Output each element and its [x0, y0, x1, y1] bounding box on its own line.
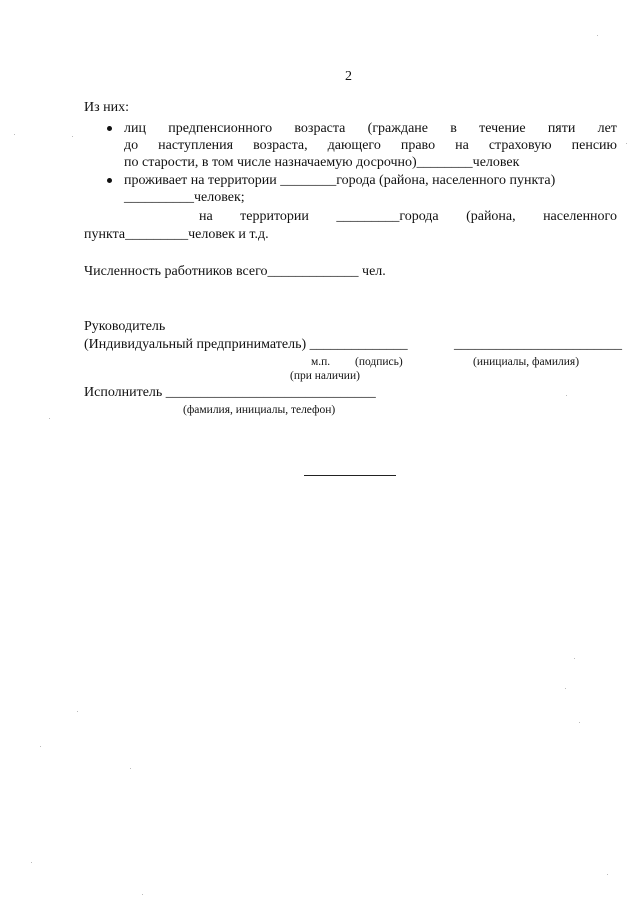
word: до — [124, 138, 139, 153]
scan-speck — [142, 894, 143, 895]
word: право — [400, 138, 436, 153]
entrepreneur-signature-line: (Индивидуальный предприниматель) ______________ — [84, 337, 408, 352]
word: в — [450, 121, 457, 136]
executor-line: Исполнитель ______________________________ — [84, 385, 376, 400]
signature-caption: (подпись) — [355, 356, 403, 368]
bullet2-line2: __________человек; — [124, 190, 245, 205]
bullet1-line3: по старости, в том числе назначаемую досрочно)________человек — [124, 155, 520, 170]
cont-line1 — [199, 208, 617, 225]
scan-speck — [77, 711, 78, 712]
bullet1-line2 — [124, 137, 617, 154]
scan-speck — [579, 722, 580, 723]
scan-speck — [597, 35, 598, 36]
word: возраста — [294, 121, 346, 136]
list-heading: Из них: — [84, 100, 130, 115]
bullet-dot — [107, 126, 112, 131]
stamp-mark-label: м.п. — [311, 356, 331, 368]
word: пяти — [547, 121, 576, 136]
word: страховую — [488, 138, 552, 153]
scan-speck — [565, 688, 566, 689]
word: территории — [240, 209, 309, 224]
word: лет — [597, 121, 617, 136]
scan-speck — [574, 658, 575, 659]
word: населенного — [543, 209, 617, 224]
word: возраста, — [253, 138, 308, 153]
scan-speck — [49, 418, 50, 419]
name-line: ________________________ — [454, 337, 622, 352]
scan-speck — [566, 395, 567, 396]
bullet2-line1: проживает на территории ________города (района, населенного пункта) — [124, 173, 556, 188]
head-label: Руководитель — [84, 319, 166, 334]
scan-speck — [607, 874, 608, 875]
word: пенсию — [571, 138, 617, 153]
if-available-caption: (при наличии) — [290, 370, 360, 382]
bullet1-line1 — [124, 120, 617, 137]
bullet-dot — [107, 178, 112, 183]
word: (района, — [466, 209, 516, 224]
word: течение — [479, 121, 526, 136]
scan-speck — [40, 746, 41, 747]
scan-speck — [14, 134, 15, 135]
scan-speck — [31, 862, 32, 863]
word: _________города — [336, 209, 439, 224]
word: (граждане — [367, 121, 428, 136]
word: на — [199, 209, 213, 224]
initials-caption: (инициалы, фамилия) — [473, 356, 580, 368]
cont-line2: пункта_________человек и т.д. — [84, 227, 269, 242]
workers-total-line: Численность работников всего_____________ чел. — [84, 264, 386, 279]
page-number: 2 — [345, 69, 352, 84]
scan-speck — [130, 768, 131, 769]
word: дающего — [327, 138, 381, 153]
closing-rule — [304, 475, 396, 476]
word: наступления — [158, 138, 234, 153]
word: на — [455, 138, 469, 153]
word: предпенсионного — [168, 121, 273, 136]
scan-speck — [626, 143, 627, 144]
word: лиц — [124, 121, 146, 136]
executor-caption: (фамилия, инициалы, телефон) — [183, 404, 336, 416]
scan-speck — [72, 136, 73, 137]
